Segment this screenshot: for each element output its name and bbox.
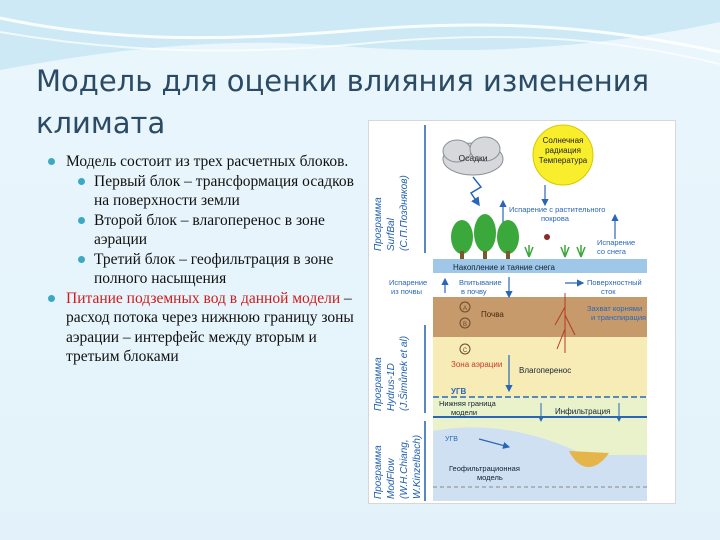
label-evap-soil2: из почвы	[391, 287, 423, 296]
label-sun3: Температура	[538, 156, 588, 165]
bullet-text-highlight: Питание подземных вод в данной модели	[66, 289, 341, 307]
model-diagram	[368, 120, 676, 504]
precip-arrow	[471, 177, 481, 205]
label-ugv2: УГВ	[445, 436, 458, 443]
label-lower1: Нижняя граница	[439, 399, 496, 408]
bullet-item	[36, 152, 356, 172]
model-diagram-svg	[369, 121, 675, 503]
bullet-dot-icon	[78, 178, 85, 185]
program-hydrus-line3: (J.Šimůnek et al)	[399, 335, 410, 411]
grass-icon	[525, 245, 585, 257]
program-surfbal-line3: (С.П.Поздняков)	[399, 175, 410, 251]
sub-bullet-item	[36, 172, 356, 211]
bullet-text: Второй блок – влагоперенос в зоне аэрации	[94, 211, 325, 248]
bullet-dot-icon	[48, 295, 55, 302]
label-evap-soil1: Испарение	[389, 278, 428, 287]
sub-bullet-item	[36, 211, 356, 250]
label-sun2: радиация	[545, 146, 581, 155]
bullet-text: Модель состоит из трех расчетных блоков.	[66, 153, 349, 170]
slide-title: Модель для оценки влияния изменения климата	[36, 64, 650, 140]
label-ugv: УГВ	[451, 387, 467, 396]
label-snow: Накопление и таяние снега	[453, 263, 555, 272]
label-evap-snow1: Испарение	[597, 238, 636, 247]
sub-bullet-item	[36, 250, 356, 289]
label-geo1: Геофильтрационная	[449, 464, 520, 473]
flower-icon	[544, 234, 550, 240]
label-infil2: в почву	[461, 287, 487, 296]
circle-c-label: C	[462, 348, 468, 354]
label-roots1: Захват корнями	[587, 304, 643, 313]
label-soil: Почва	[481, 310, 504, 319]
bullet-text: Третий блок – геофильтрация в зоне полного насыщения	[94, 250, 334, 287]
program-hydrus-line2: Hydrus-1D	[386, 363, 397, 411]
label-evap-veg1: Испарение с растительного	[509, 205, 606, 214]
label-roots2: и транспирация	[591, 313, 647, 322]
label-aeration: Зона аэрации	[451, 360, 503, 369]
label-sun1: Солнечная	[542, 136, 584, 145]
circle-a-label: A	[462, 306, 468, 312]
program-surfbal-line1: Программа	[373, 197, 384, 251]
program-modflow-line4: W.Kinzelbach)	[412, 434, 423, 499]
program-surfbal-line2: SurfBal	[386, 218, 397, 251]
label-infiltration: Инфильтрация	[555, 407, 611, 416]
bullet-dot-icon	[78, 256, 85, 263]
bullet-text: Первый блок – трансформация осадков на поверхности земли	[94, 172, 354, 209]
sun-icon	[533, 125, 593, 185]
label-geo2: модель	[477, 473, 503, 482]
label-evap-snow2: со снега	[597, 247, 626, 256]
bullet-dot-icon	[78, 217, 85, 224]
program-hydrus-line1: Программа	[373, 357, 384, 411]
program-modflow-line1: Программа	[373, 445, 384, 499]
program-modflow-line3: (W.H.Chiang,	[399, 439, 410, 499]
bullet-list	[36, 152, 356, 367]
label-precip: Осадки	[458, 153, 488, 163]
program-labels	[373, 175, 423, 499]
circle-b-label: B	[462, 322, 468, 328]
trees-icon	[451, 214, 519, 259]
program-modflow-line2: ModFlow	[386, 458, 397, 499]
label-moisture: Влагоперенос	[519, 366, 572, 375]
label-runoff2: сток	[601, 287, 616, 296]
bullet-text: – расход потока через нижнюю границу зоны аэрации – интерфейс между вторым и третьим блоками	[66, 289, 354, 365]
label-runoff1: Поверхностный	[587, 278, 642, 287]
label-infil1: Впитывание	[459, 278, 502, 287]
bullet-item	[36, 289, 356, 367]
label-lower2: модели	[451, 408, 478, 417]
label-evap-veg2: покрова	[541, 214, 569, 223]
bullet-dot-icon	[48, 158, 55, 165]
